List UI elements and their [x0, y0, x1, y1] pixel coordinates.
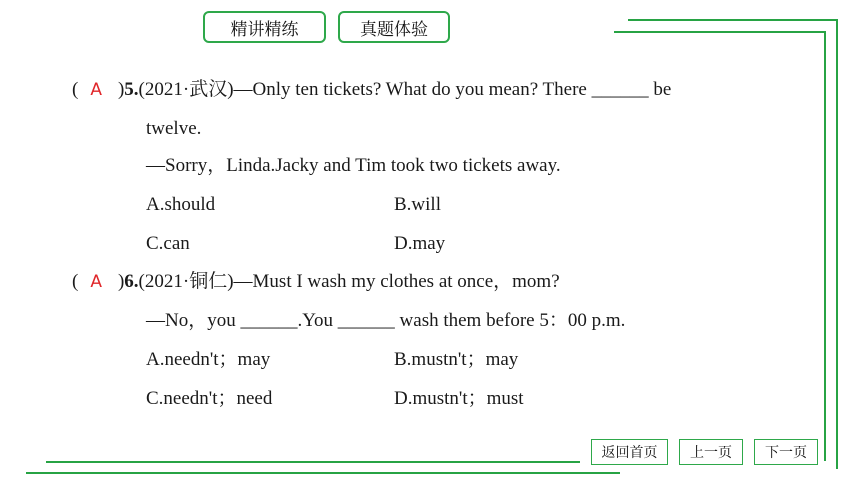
question-5-line-1 [72, 78, 671, 102]
top-right-rule [628, 19, 837, 21]
tab-zhenti[interactable]: 真题体验 [338, 11, 450, 43]
question-6-text: —Must I wash my clothes at once，mom? [233, 271, 560, 292]
close-paren: ) [117, 79, 125, 100]
question-5-text: —Only ten tickets? What do you mean? There ______ be [233, 79, 672, 100]
right-rule-inner [824, 31, 826, 461]
option-6a: A.needn't；may [146, 349, 271, 370]
question-number-5: 5. [124, 79, 139, 100]
option-6d: D.mustn't；must [394, 388, 524, 409]
option-6b: B.mustn't；may [394, 349, 519, 370]
option-5c: C.can [146, 233, 190, 254]
question-source-6: (2021·铜仁) [138, 271, 234, 292]
question-6-line-2: —No，you ______.You ______ wash them before 5：00 p.m. [146, 310, 626, 331]
question-5-line-2: twelve. [146, 118, 202, 139]
home-button[interactable]: 返回首页 [591, 439, 668, 465]
question-6-line-1 [72, 270, 560, 294]
option-5b: B.will [394, 194, 441, 215]
close-paren: ) [117, 271, 125, 292]
answer-q5: A [90, 80, 102, 100]
option-5a: A.should [146, 194, 216, 215]
open-paren: ( [72, 79, 79, 100]
bottom-rule [46, 461, 580, 463]
open-paren: ( [72, 271, 79, 292]
tab-jingjiang[interactable]: 精讲精练 [203, 11, 326, 43]
top-right-rule-inner [614, 31, 826, 33]
option-5d: D.may [394, 233, 446, 254]
answer-q6: A [90, 272, 102, 292]
question-number-6: 6. [124, 271, 139, 292]
option-6c: C.needn't；need [146, 388, 273, 409]
prev-page-button[interactable]: 上一页 [679, 439, 743, 465]
next-page-button[interactable]: 下一页 [754, 439, 818, 465]
question-source-5: (2021·武汉) [138, 79, 234, 100]
right-rule-outer [836, 19, 838, 469]
question-5-line-3: —Sorry，Linda.Jacky and Tim took two tickets away. [146, 155, 561, 176]
bottom-rule-outer [26, 472, 620, 474]
